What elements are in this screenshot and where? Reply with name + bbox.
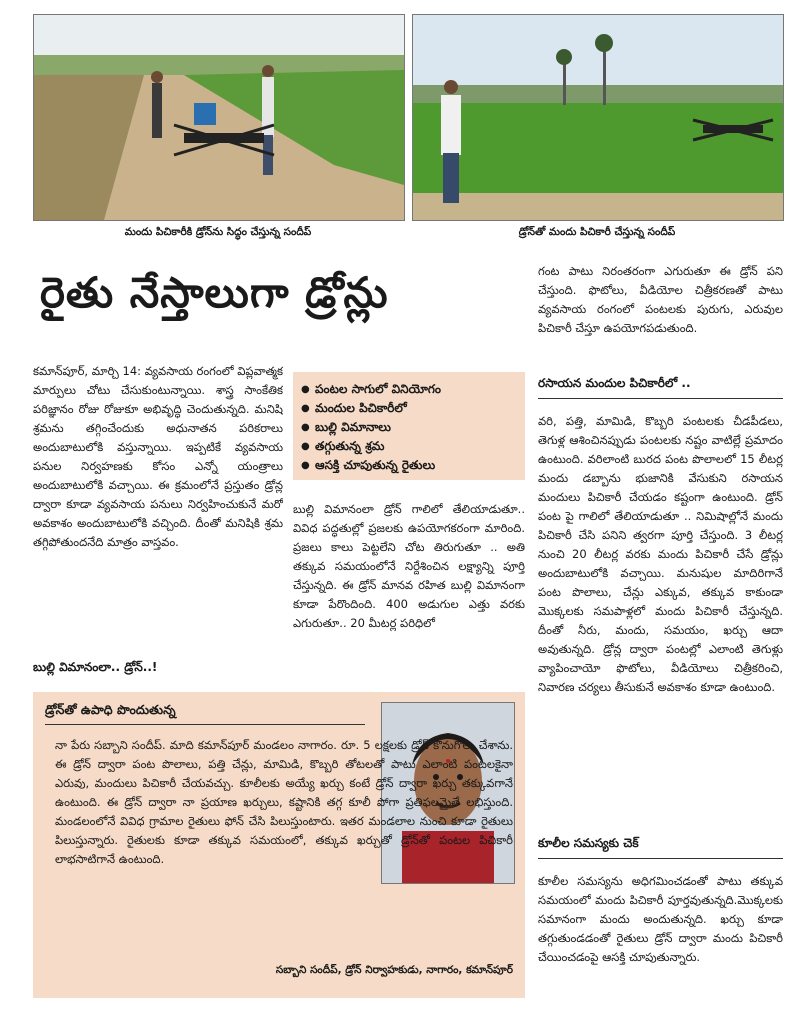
- right-middle-paragraph: వరి, పత్తి, మామిడి, కొబ్బరి పంటలకు చీడపీడలు, తెగుళ్ల ఆశించినప్పుడు పంటలకు నష్టం వాటిల్లే ప్రమాదం ఉంటుంది. వరిలాంటి బురద పంట పొలాలలో 15 లీటర్ల మందు డబ్బాను భుజానికి వేసుకుని రసాయన మందులు పిచికారీ చేయడం కష్టంగా ఉంటుంది. డ్రోన్ పంట పై గాలిలో తేలియాడుతూ .. నిమిషాల్లోనే మందు పిచికారీ చేసి పనిని త్వరగా పూర్తి చేస్తుంది. 3 లీటర్ల నుంచి 20 లీటర్ల వరకు మందు పిచికారీ చేసే డ్రోన్లు అందుబాటులోకి వచ్చాయి. మనుషుల మాదిరిగానే పంట పొలాలు, చేన్లు ఎక్కువ, తక్కువ కాకుండా మొక్కలకు సమపాళ్లలో మందు పిచికారీ చేస్తున్నది. దీంతో నీరు, మందు, సమయం, ఖర్చు ఆదా అవుతున్నది. డ్రోన్ల ద్వారా పంటల్లో ఎలాంటి తెగుళ్లు వ్యాపించాయో ఫొటోలు, వీడియోలు చిత్రీకరించి, నివారణ చర్యలు తీసుకునే అవకాశం కూడా ఉంటుంది.: [538, 414, 783, 694]
- headline: రైతు నేస్తాలుగా డ్రోన్లు: [40, 268, 389, 317]
- divider: [538, 858, 783, 859]
- intro-paragraph: కమాన్‌పూర్, మార్చి 14: వ్యవసాయ రంగంలో విప్లవాత్మక మార్పులు చోటు చేసుకుంటున్నాయి. శాస్త్ర సాంకేతిక పరిజ్ఞానం రోజు రోజుకూ అభివృద్ధి చెందుతున్నది. మనిషి శ్రమను తగ్గించేందుకు అధునాతన పరికరాలు అందుబాటులోకి వస్తున్నాయి. ఇప్పటికే వ్యవసాయ పనుల నిర్వహణకు కోసం ఎన్నో యంత్రాలు అందుబాటులోకి వచ్చాయి. ఈ క్రమంలోనే ప్రస్తుతం డ్రోన్ల ద్వారా కూడా వ్యవసాయ పనులు నిర్వహించుకునే మరో అవకాశం అందుబాటులోకి వచ్చింది. దీంతో మనిషికి శ్రమ తగ్గిపోతుందనేది మాత్రం వాస్తవం.: [33, 364, 283, 549]
- photo-drone-preparation: [33, 14, 405, 221]
- testimonial-box: [33, 692, 525, 998]
- section-heading-tiny-aircraft: బుల్లి విమానంలా.. డ్రోన్..!: [33, 660, 158, 674]
- paddy-scene-illustration: [413, 15, 783, 220]
- photo-drone-spraying: [412, 14, 784, 221]
- testimonial-text: నా పేరు సబ్బాని సందీప్. మాది కమాన్‌పూర్ మండలం నాగారం. రూ. 5 లక్షలకు డ్రోన్ కొనుగోలు చేశాను. ఈ డ్రోన్ ద్వారా పంట పొలాలు, పత్తి చేన్లు, మామిడి, కొబ్బరి తోటలతో పాటు ఎలాంటి పంటలకైనా ఎరువు, మందులు పిచికారీ చేయవచ్చు. కూలీలకు అయ్యే ఖర్చు కంటే డ్రోన్ ద్వారా ఖర్చు తక్కువగానే ఉంటుంది. ఈ డ్రోన్ ద్వారా నా ప్రయాణ ఖర్చులు, కష్టానికి తగ్గ కూలీ పోగా ప్రతిఫలమైతే లభిస్తుంది. మండలంలోనే వివిధ గ్రామాల రైతులు ఫోన్ చేసి పిలుస్తుంటారు. ఇతర మండలాల నుంచి కూడా రైతులు పిలుస్తున్నారు. రైతులకు కూడా తక్కువ సమయంలో, తక్కువ ఖర్చుతో డ్రోన్‌తో పంటల పిచికారీ లాభసాటిగానే ఉంటుంది.: [55, 738, 513, 866]
- right-bottom-paragraph: కూలీల సమస్యను అధిగమించడంతో పాటు తక్కువ సమయంలో మందు పిచికారీ పూర్తవుతున్నది.మొక్కలకు సమానంగా మందు అందుతున్నది. ఖర్చు కూడా తగ్గుతుండడంతో రైతులు డ్రోన్ ద్వారా మందు పిచికారీ చేయించడంపై ఆసక్తి చూపుతున్నారు.: [538, 874, 783, 964]
- section-heading-labour-problem: కూలీల సమస్యకు చెక్: [538, 836, 639, 850]
- left-photo-caption: మందు పిచికారీకి డ్రోన్‌ను సిద్ధం చేస్తున్న సందీప్: [124, 226, 312, 238]
- right-top-paragraph: గంట పాటు నిరంతరంగా ఎగురుతూ ఈ డ్రోన్ పని చేస్తుంది. ఫొటోలు, వీడియోల చిత్రీకరణతో పాటు వ్యవసాయ రంగంలో పంటలకు పురుగు, ఎరువుల పిచికారీ చేస్తూ ఉపయోగపడుతుంది.: [538, 264, 783, 335]
- highlight-item: ● మందుల పిచికారీలో: [315, 399, 515, 418]
- field-scene-illustration: [34, 15, 404, 220]
- testimonial-signature: సబ్బాని సందీప్, డ్రోన్ నిర్వాహకుడు, నాగారం, కమాన్‌పూర్: [275, 964, 513, 976]
- section-heading-chemical-spraying: రసాయన మందుల పిచికారీలో ..: [538, 376, 691, 390]
- middle-paragraph: బుల్లి విమానంలా డ్రోన్ గాలిలో తేలియాడుతూ.. వివిధ పద్ధతుల్లో ప్రజలకు ఉపయోగకరంగా మారింది. ప్రజలు కాలు పెట్టలేని చోట తిరుగుతూ .. అతి తక్కువ సమయంలోనే నిర్దేశించిన లక్ష్యాన్ని పూర్తి చేస్తున్నది. ఈ డ్రోన్ మానవ రహిత బుల్లి విమానంగా కూడా పేరొందింది. 400 అడుగుల ఎత్తు వరకు ఎగురుతూ.. 20 మీటర్ల పరిధిలో: [293, 502, 525, 630]
- divider: [45, 724, 365, 725]
- highlight-item: ● ఆసక్తి చూపుతున్న రైతులు: [315, 456, 515, 475]
- highlight-item: ● తగ్గుతున్న శ్రమ: [315, 437, 515, 456]
- highlights-box: [293, 372, 525, 480]
- highlight-item: ● పంటల సాగులో వినియోగం: [315, 380, 515, 399]
- right-photo-caption: డ్రోన్‌తో మందు పిచికారీ చేస్తున్న సందీప్: [518, 226, 676, 238]
- highlight-item: ● బుల్లి విమానాలు: [315, 418, 515, 437]
- testimonial-title: డ్రోన్‌తో ఉపాధి పొందుతున్న: [45, 702, 176, 717]
- divider: [538, 398, 783, 399]
